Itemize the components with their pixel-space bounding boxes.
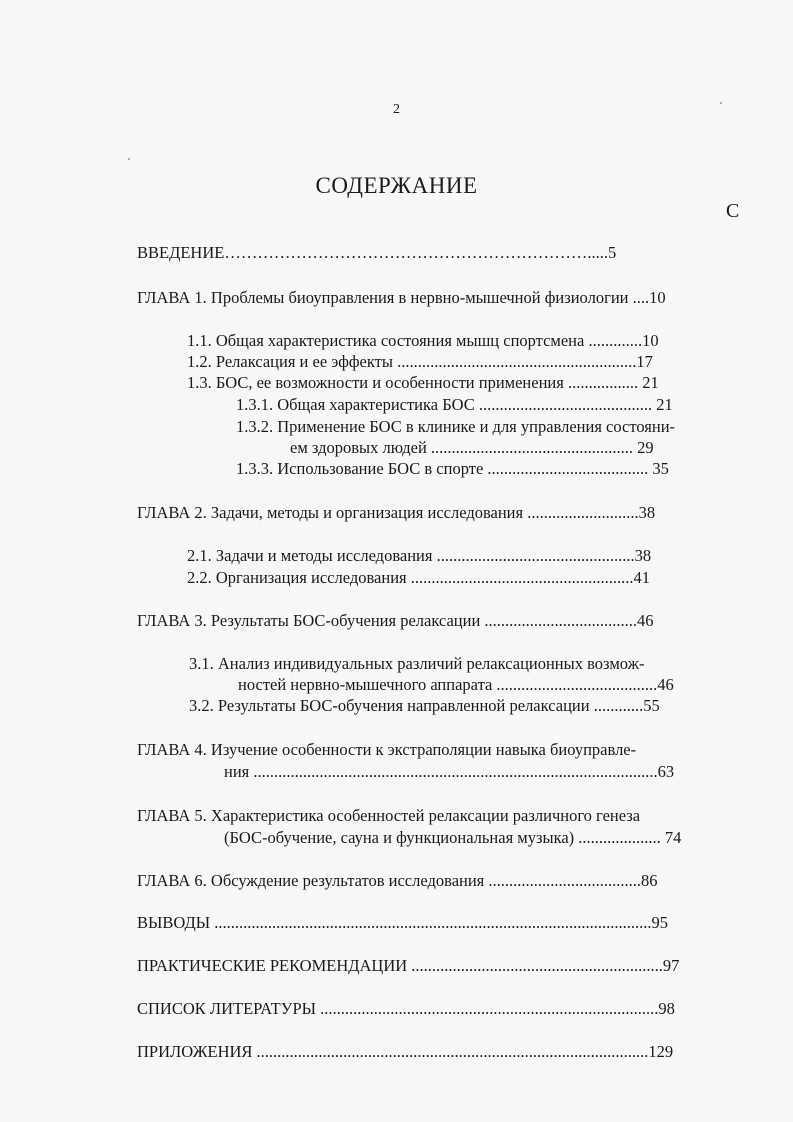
toc-chapter-6: ГЛАВА 6. Обсуждение результатов исследования .....................................86 xyxy=(137,871,658,890)
page-title: СОДЕРЖАНИЕ xyxy=(315,173,478,198)
toc-recommendations: ПРАКТИЧЕСКИЕ РЕКОМЕНДАЦИИ .............................................................97 xyxy=(137,956,680,975)
toc-section-2-1: 2.1. Задачи и методы исследования ................................................38 xyxy=(187,546,652,565)
scan-speck xyxy=(128,158,130,160)
toc-chapter-4: ГЛАВА 4. Изучение особенности к экстраполяции навыка биоуправле- xyxy=(137,740,637,759)
toc-chapter-4-cont: ния ..................................................................................................63 xyxy=(224,762,675,781)
toc-section-1-3: 1.3. БОС, ее возможности и особенности применения ................. 21 xyxy=(187,373,659,392)
toc-intro: ВВЕДЕНИЕ………………………………………………………….....5 xyxy=(137,243,617,262)
toc-section-2-2: 2.2. Организация исследования ......................................................41 xyxy=(187,568,650,587)
toc-section-3-2: 3.2. Результаты БОС-обучения направленной релаксации ............55 xyxy=(189,696,660,715)
toc-chapter-5-cont: (БОС-обучение, сауна и функциональная музыка) .................... 74 xyxy=(224,828,682,847)
toc-section-1-1: 1.1. Общая характеристика состояния мышц спортсмена .............10 xyxy=(187,331,659,350)
toc-section-1-3-1: 1.3.1. Общая характеристика БОС .......................................... 21 xyxy=(236,395,673,414)
toc-section-3-1: 3.1. Анализ индивидуальных различий релаксационных возмож- xyxy=(189,654,645,673)
toc-chapter-1: ГЛАВА 1. Проблемы биоуправления в нервно-мышечной физиологии ....10 xyxy=(137,288,666,307)
toc-chapter-3: ГЛАВА 3. Результаты БОС-обучения релаксации .....................................46 xyxy=(137,611,654,630)
corner-mark: С xyxy=(726,200,740,222)
toc-section-1-3-3: 1.3.3. Использование БОС в спорте ....................................... 35 xyxy=(236,459,669,478)
toc-section-3-1-cont: ностей нервно-мышечного аппарата .......................................46 xyxy=(238,675,674,694)
toc-section-1-3-2: 1.3.2. Применение БОС в клинике и для управления состояни- xyxy=(236,417,676,436)
toc-chapter-2: ГЛАВА 2. Задачи, методы и организация исследования ...........................38 xyxy=(137,503,656,522)
toc-appendices: ПРИЛОЖЕНИЯ ...............................................................................................129 xyxy=(137,1042,674,1061)
scan-speck xyxy=(720,102,722,104)
toc-section-1-2: 1.2. Релаксация и ее эффекты ..........................................................17 xyxy=(187,352,653,371)
toc-conclusions: ВЫВОДЫ ..........................................................................................................95 xyxy=(137,913,669,932)
page-number: 2 xyxy=(393,102,400,117)
toc-chapter-5: ГЛАВА 5. Характеристика особенностей релаксации различного генеза xyxy=(137,806,641,825)
toc-references: СПИСОК ЛИТЕРАТУРЫ ..................................................................................98 xyxy=(137,999,675,1018)
toc-section-1-3-2-cont: ем здоровых людей ................................................. 29 xyxy=(290,438,654,457)
